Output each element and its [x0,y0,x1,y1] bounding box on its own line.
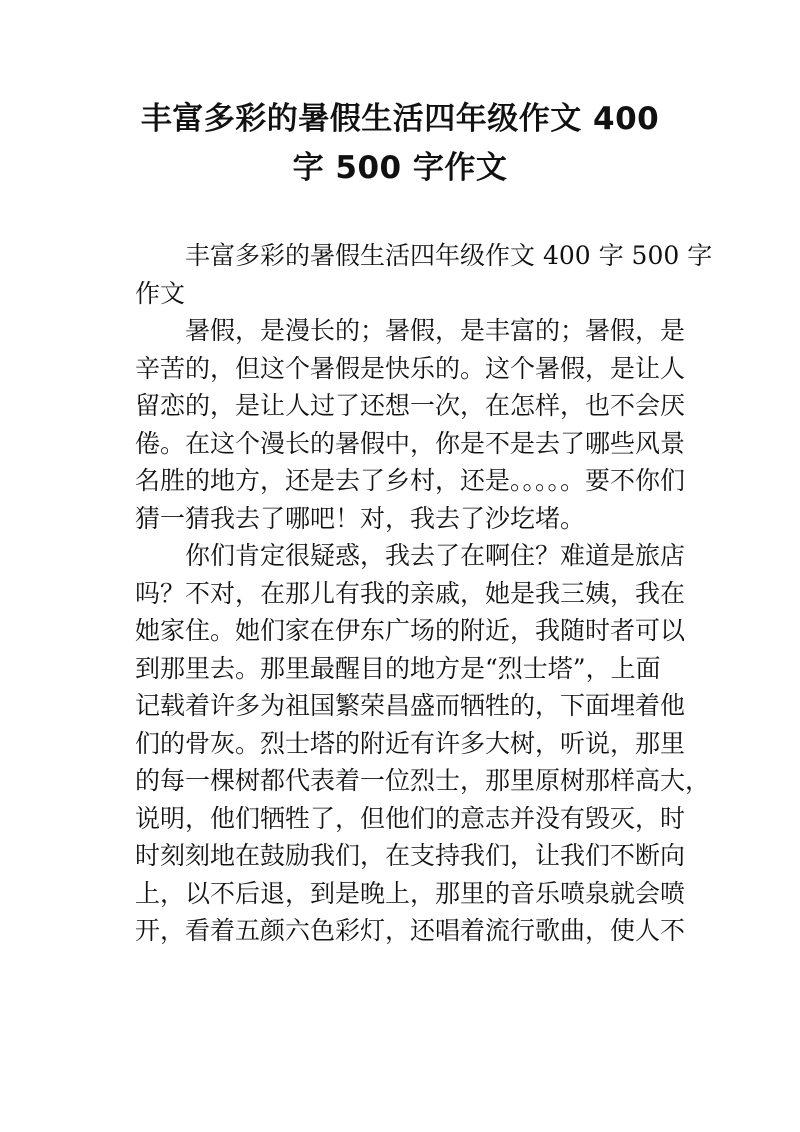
document-title [60,95,740,193]
text-line: 作文 [135,278,186,308]
paragraph-heading-repeat [135,237,713,312]
document-body [135,237,713,950]
text-line: 吗？不对，在那儿有我的亲戚，她是我三姨，我在 [135,578,686,608]
text-line: 时刻刻地在鼓励我们，在支持我们，让我们不断向 [135,841,686,870]
title-line: 丰富多彩的暑假生活四年级作文 400 [140,101,660,137]
text-line: 你们肯定很疑惑，我去了在啊住？难道是旅店 [185,541,686,570]
paragraph-intro [135,312,686,537]
title-line: 字 500 字作文 [292,150,508,186]
text-line: 名胜的地方，还是去了乡村，还是。。。。。要不你们 [135,466,686,495]
text-line: 记载着许多为祖国繁荣昌盛而牺牲的，下面埋着他 [135,691,686,720]
text-line: 她家住。她们家在伊东广场的附近，我随时者可以 [135,616,686,645]
paragraph-visit [135,537,711,950]
text-line: 开，看着五颜六色彩灯，还唱着流行歌曲，使人不 [135,916,686,945]
text-line: 辛苦的，但这个暑假是快乐的。这个暑假，是让人 [135,353,686,383]
text-line: 上，以不后退，到是晚上，那里的音乐喷泉就会喷 [135,878,686,908]
text-line: 到那里去。那里最醒目的地方是“烈士塔”，上面 [135,653,661,683]
text-line: 留恋的，是让人过了还想一次，在怎样，也不会厌 [135,391,686,420]
text-line: 说明，他们牺牲了，但他们的意志并没有毁灭，时 [135,803,686,833]
text-line: 猜一猜我去了哪吧！对，我去了沙圪堵。 [135,503,586,533]
text-line: 暑假，是漫长的；暑假，是丰富的；暑假，是 [185,316,686,345]
text-line: 丰富多彩的暑假生活四年级作文 400 字 500 字 [185,241,713,270]
text-line: 倦。在这个漫长的暑假中，你是不是去了哪些风景 [135,428,686,458]
text-line: 的每一棵树都代表着一位烈士，那里原树那样高大， [135,766,711,795]
text-line: 们的骨灰。烈士塔的附近有许多大树，听说，那里 [135,728,686,758]
